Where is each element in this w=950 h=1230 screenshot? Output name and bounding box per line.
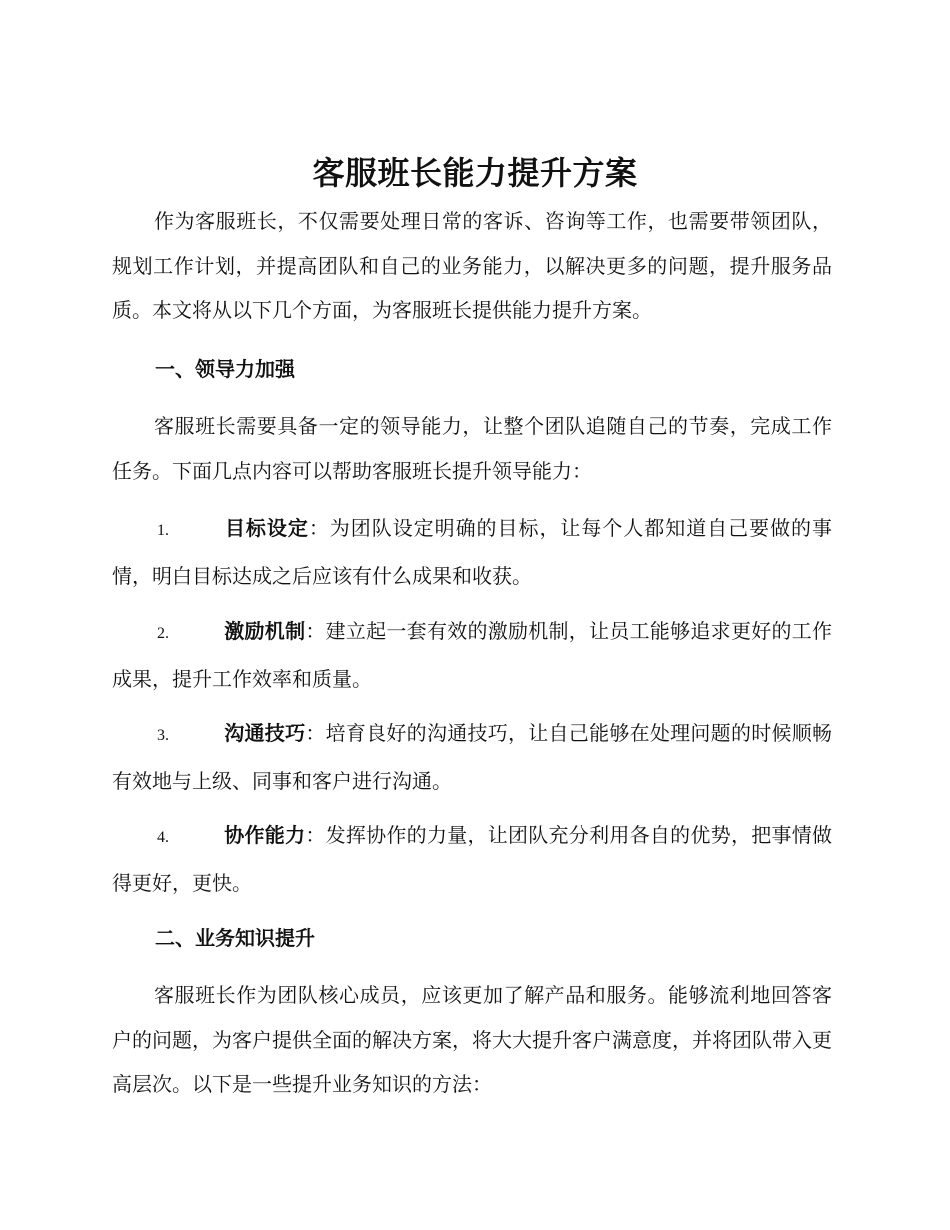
list-item-term: 沟通技巧: [224, 721, 306, 745]
list-item: [112, 506, 832, 598]
list-item-term: 激励机制: [224, 619, 306, 643]
list-item-text: ：为团队设定明确的目标，让每个人都知道自己要做的事情，明白目标达成之后应该有什么成果和收获。: [112, 516, 833, 588]
list-item-term: 目标设定: [224, 516, 309, 540]
list-item-number: 4.: [157, 829, 169, 846]
list-item-number: 2.: [157, 625, 169, 642]
section-heading-business-knowledge: 二、业务知识提升: [155, 926, 315, 950]
list-item-term: 协作能力: [224, 823, 306, 847]
list-item: [112, 711, 832, 803]
section-heading-leadership: 一、领导力加强: [155, 357, 295, 381]
list-item-text: ：培育良好的沟通技巧，让自己能够在处理问题的时候顺畅有效地与上级、同事和客户进行沟通。: [112, 721, 833, 793]
intro-paragraph: 作为客服班长，不仅需要处理日常的客诉、咨询等工作，也需要带领团队，规划工作计划，并提高团队和自己的业务能力，以解决更多的问题，提升服务品质。本文将从以下几个方面，为客服班长提供能力提升方案。: [112, 209, 832, 322]
list-item: [112, 609, 832, 701]
leadership-paragraph: 客服班长需要具备一定的领导能力，让整个团队追随自己的节奏，完成工作任务。下面几点内容可以帮助客服班长提升领导能力：: [112, 414, 832, 483]
business-knowledge-paragraph: 客服班长作为团队核心成员，应该更加了解产品和服务。能够流利地回答客户的问题，为客户提供全面的解决方案，将大大提升客户满意度，并将团队带入更高层次。以下是一些提升业务知识的方法：: [112, 983, 832, 1096]
list-item-number: 1.: [157, 522, 169, 539]
list-item-number: 3.: [157, 727, 169, 744]
document-title: 客服班长能力提升方案: [312, 154, 638, 192]
list-item-text: ：建立起一套有效的激励机制，让员工能够追求更好的工作成果，提升工作效率和质量。: [112, 619, 833, 691]
list-item-text: ：发挥协作的力量，让团队充分利用各自的优势，把事情做得更好，更快。: [112, 823, 833, 895]
list-item: [112, 813, 832, 905]
